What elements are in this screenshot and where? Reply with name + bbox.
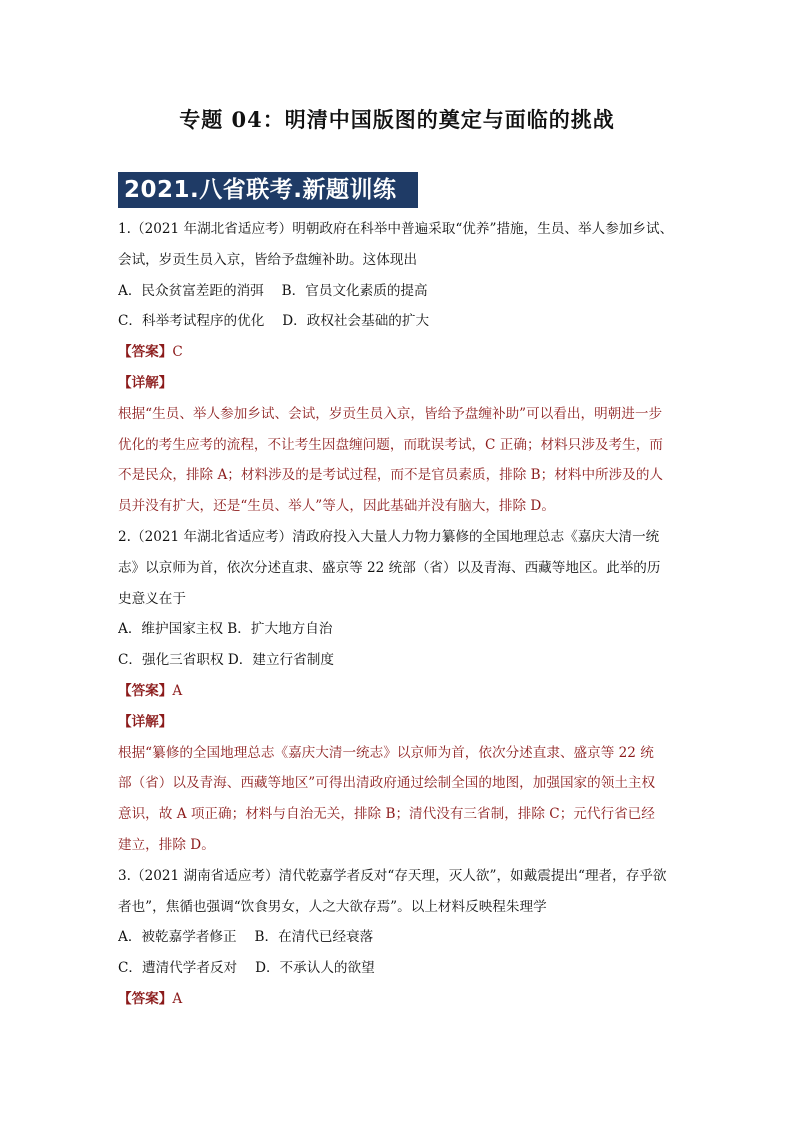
q2-options-ab: A．维护国家主权 B．扩大地方自治 [118,621,333,638]
q1-detail-line: 根据“生员、举人参加乡试、会试，岁贡生员入京，皆给予盘缠补助”可以看出，明朝进一步 [118,405,663,422]
q2-stem-line: 志》以京师为首，依次分述直隶、盛京等 22 统部（省）以及青海、西藏等地区。此举的历 [118,559,661,576]
q1-stem-line: 1.（2021 年湖北省适应考）明朝政府在科举中普遍采取“优养”措施，生员、举人参加乡试、 [118,221,674,237]
answer-value: C [172,344,183,361]
answer-value: A [172,990,183,1007]
document-body [118,214,684,1015]
q1-detail-line: 不是民众，排除 A；材料涉及的是考试过程，而不是官员素质，排除 B；材料中所涉及的人 [118,467,664,484]
section-banner: 2021.八省联考.新题训练 [118,172,418,208]
q2-stem-line: 史意义在于 [118,590,186,607]
q2-stem-line: 2.（2021 年湖北省适应考）清政府投入大量人力物力纂修的全国地理总志《嘉庆大清一统 [118,528,660,545]
q2-detail-label: 【详解】 [118,713,173,730]
answer-label: 【答案】 [118,990,173,1007]
q1-options-cd: C．科举考试程序的优化 D．政权社会基础的扩大 [118,313,430,330]
q1-detail-line: 员并没有扩大，还是“生员、举人”等人，因此基础并没有脑大，排除 D。 [118,498,555,515]
q3-options-ab: A．被乾嘉学者修正 B．在清代已经衰落 [118,929,374,946]
q1-options-ab: A．民众贫富差距的消弭 B．官员文化素质的提高 [118,282,428,299]
page-title: 专题 04：明清中国版图的奠定与面临的挑战 [179,107,615,132]
answer-value: A [172,682,183,699]
answer-label: 【答案】 [118,682,173,699]
answer-label: 【答案】 [118,344,173,361]
q1-answer [118,337,684,368]
q1-detail-line: 优化的考生应考的流程，不让考生因盘缠问题，而耽误考试，C 正确；材料只涉及考生，而 [118,436,663,453]
q2-answer [118,676,684,707]
q2-detail-line: 建立，排除 D。 [118,836,215,853]
q1-stem-line: 会试，岁贡生员入京，皆给予盘缠补助。这体现出 [118,251,418,268]
q3-options-cd: C．遭清代学者反对 D．不承认人的欲望 [118,960,375,977]
q3-answer [118,984,684,1015]
q3-stem-line: 3.（2021 湖南省适应考）清代乾嘉学者反对“存天理，灭人欲”，如戴震提出“理者，存乎欲 [118,867,667,884]
q2-detail-line: 部（省）以及青海、西藏等地区”可得出清政府通过绘制全国的地图，加强国家的领土主权 [118,775,656,792]
q2-detail-line: 意识，故 A 项正确；材料与自治无关，排除 B；清代没有三省制，排除 C；元代行省已经 [118,806,655,823]
q2-detail-line: 根据“纂修的全国地理总志《嘉庆大清一统志》以京师为首，依次分述直隶、盛京等 22 统 [118,744,654,761]
q1-detail-label: 【详解】 [118,374,173,391]
q3-stem-line: 者也”，焦循也强调“饮食男女，人之大欲存焉”。以上材料反映程朱理学 [118,898,547,915]
q2-options-cd: C．强化三省职权 D．建立行省制度 [118,652,334,669]
